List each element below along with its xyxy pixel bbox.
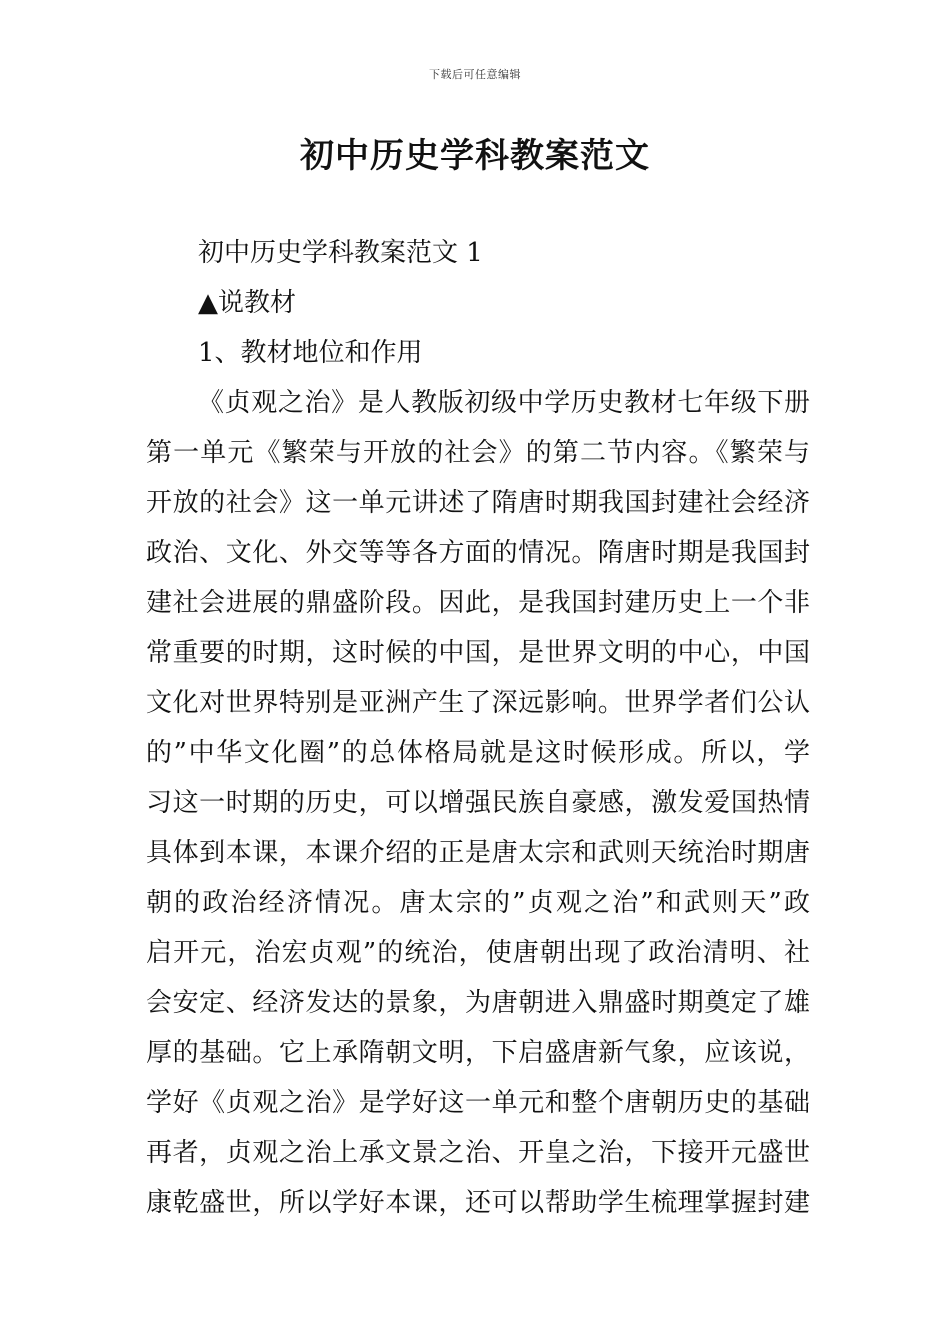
paragraph-line: 文化对世界特别是亚洲产生了深远影响。世界学者们公认 [146,688,810,718]
paragraph-line: 会安定、经济发达的景象，为唐朝进入鼎盛时期奠定了雄 [146,988,810,1018]
paragraph-line: 习这一时期的历史，可以增强民族自豪感，激发爱国热情 [146,788,810,818]
paragraph-line: 康乾盛世，所以学好本课，还可以帮助学生梳理掌握封建 [146,1188,810,1218]
header-note: 下载后可任意编辑 [429,68,521,81]
paragraph-line: 再者，贞观之治上承文景之治、开皇之治，下接开元盛世 [146,1138,810,1168]
document-body [146,228,810,1228]
document-title: 初中历史学科教案范文 [300,136,650,176]
subheading: ▲说教材 [198,288,296,318]
paragraph-line: 建社会进展的鼎盛阶段。因此，是我国封建历史上一个非 [146,588,810,618]
paragraph-line: 《贞观之治》是人教版初级中学历史教材七年级下册 [198,388,810,418]
section-heading: 初中历史学科教案范文 1 [198,238,483,268]
paragraph [146,378,810,1228]
paragraph-line: 开放的社会》这一单元讲述了隋唐时期我国封建社会经济 [146,488,810,518]
paragraph-line: 政治、文化、外交等等各方面的情况。隋唐时期是我国封 [146,538,810,568]
paragraph-line: 的”中华文化圈”的总体格局就是这时候形成。所以，学 [146,738,810,768]
paragraph-line: 常重要的时期，这时候的中国，是世界文明的中心，中国 [146,638,810,668]
paragraph-line: 启开元，治宏贞观”的统治，使唐朝出现了政治清明、社 [146,938,810,968]
paragraph-line: 具体到本课，本课介绍的正是唐太宗和武则天统治时期唐 [146,838,810,868]
item-heading: 1、教材地位和作用 [198,338,423,368]
paragraph-line: 第一单元《繁荣与开放的社会》的第二节内容。《繁荣与 [146,438,810,468]
paragraph-line: 厚的基础。它上承隋朝文明，下启盛唐新气象，应该说， [146,1038,810,1068]
paragraph-line: 学好《贞观之治》是学好这一单元和整个唐朝历史的基础 [146,1088,810,1118]
paragraph-line: 朝的政治经济情况。唐太宗的”贞观之治”和武则天”政 [146,888,810,918]
